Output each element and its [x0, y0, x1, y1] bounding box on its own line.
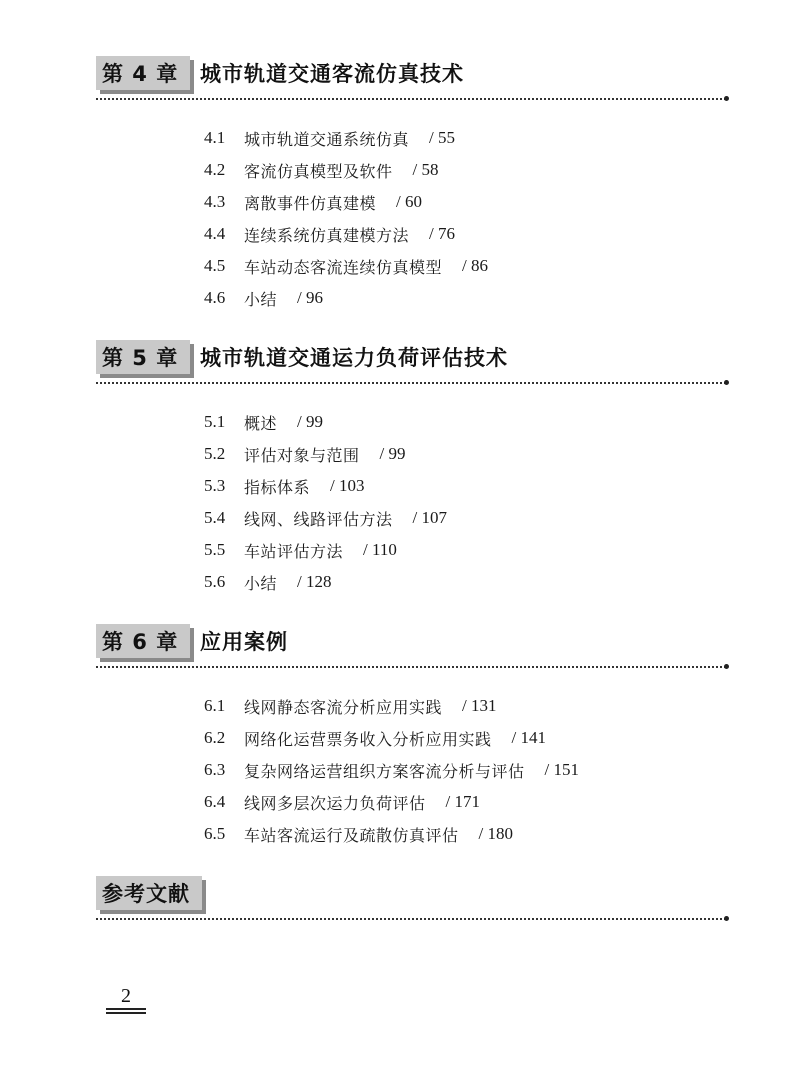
toc-entry[interactable] — [204, 566, 447, 598]
section-number: 5.1 — [204, 412, 226, 431]
section-number: 4.5 — [204, 256, 226, 275]
section-title: 城市轨道交通系统仿真 — [244, 129, 410, 149]
toc-entry[interactable] — [204, 438, 447, 470]
page-number-underline — [106, 1012, 146, 1014]
section-page: / 103 — [330, 476, 365, 495]
references — [96, 876, 726, 916]
section-page: / 60 — [396, 192, 422, 211]
section-title: 车站客流运行及疏散仿真评估 — [244, 825, 459, 845]
section-page: / 76 — [429, 224, 455, 243]
toc-entry[interactable] — [204, 754, 579, 786]
section-number: 4.3 — [204, 192, 226, 211]
toc-entry[interactable] — [204, 154, 488, 186]
section-title: 线网多层次运力负荷评估 — [244, 793, 426, 813]
references-label[interactable]: 参考文献 — [96, 876, 202, 910]
chapter-label[interactable]: 第 5 章 — [96, 340, 190, 374]
section-title: 指标体系 — [244, 477, 311, 497]
chapter-title[interactable]: 城市轨道交通客流仿真技术 — [200, 62, 464, 86]
section-number: 6.4 — [204, 792, 226, 811]
chapter-title[interactable]: 城市轨道交通运力负荷评估技术 — [200, 346, 508, 370]
toc-entry[interactable] — [204, 722, 579, 754]
section-number: 6.2 — [204, 728, 226, 747]
section-number: 4.1 — [204, 128, 226, 147]
section-title: 连续系统仿真建模方法 — [244, 225, 410, 245]
section-number: 4.4 — [204, 224, 226, 243]
section-page: / 107 — [412, 508, 447, 527]
section-list — [204, 122, 488, 314]
section-title: 网络化运营票务收入分析应用实践 — [244, 729, 492, 749]
toc-entry[interactable] — [204, 786, 579, 818]
toc-entry[interactable] — [204, 690, 579, 722]
chapter-label[interactable]: 第 6 章 — [96, 624, 190, 658]
section-title: 离散事件仿真建模 — [244, 193, 377, 213]
section-page: / 180 — [478, 824, 513, 843]
toc-entry[interactable] — [204, 282, 488, 314]
toc-entry[interactable] — [204, 502, 447, 534]
section-number: 5.3 — [204, 476, 226, 495]
section-title: 小结 — [244, 573, 278, 593]
toc-entry[interactable] — [204, 406, 447, 438]
section-list — [204, 690, 579, 850]
section-page: / 86 — [462, 256, 488, 275]
dotted-divider — [96, 666, 726, 668]
toc-entry[interactable] — [204, 218, 488, 250]
section-title: 客流仿真模型及软件 — [244, 161, 393, 181]
toc-entry[interactable] — [204, 470, 447, 502]
section-page: / 96 — [297, 288, 323, 307]
section-number: 6.5 — [204, 824, 226, 843]
section-title: 小结 — [244, 289, 278, 309]
chapter-5 — [96, 340, 726, 593]
section-number: 5.4 — [204, 508, 226, 527]
section-number: 5.6 — [204, 572, 226, 591]
section-number: 6.3 — [204, 760, 226, 779]
toc-entry[interactable] — [204, 250, 488, 282]
chapter-heading — [96, 876, 726, 916]
toc-entry[interactable] — [204, 534, 447, 566]
chapter-heading — [96, 340, 726, 380]
section-page: / 55 — [429, 128, 455, 147]
toc-entry[interactable] — [204, 122, 488, 154]
section-list — [204, 406, 447, 598]
section-title: 概述 — [244, 413, 278, 433]
section-title: 评估对象与范围 — [244, 445, 360, 465]
section-number: 4.2 — [204, 160, 226, 179]
section-number: 5.5 — [204, 540, 226, 559]
page-number-underline — [106, 1008, 146, 1010]
toc-entry[interactable] — [204, 186, 488, 218]
chapter-4 — [96, 56, 726, 309]
section-page: / 128 — [297, 572, 332, 591]
section-page: / 141 — [511, 728, 546, 747]
section-title: 线网静态客流分析应用实践 — [244, 697, 443, 717]
section-title: 车站评估方法 — [244, 541, 344, 561]
section-page: / 99 — [297, 412, 323, 431]
chapter-heading — [96, 624, 726, 664]
section-page: / 99 — [379, 444, 406, 463]
chapter-title[interactable]: 应用案例 — [200, 630, 288, 654]
page-number: 2 — [121, 985, 131, 1007]
section-number: 4.6 — [204, 288, 226, 307]
section-page: / 151 — [544, 760, 579, 779]
chapter-label[interactable]: 第 4 章 — [96, 56, 190, 90]
section-page: / 131 — [462, 696, 497, 715]
chapter-heading — [96, 56, 726, 96]
section-number: 5.2 — [204, 444, 226, 463]
section-title: 复杂网络运营组织方案客流分析与评估 — [244, 761, 525, 781]
section-title: 线网、线路评估方法 — [244, 509, 393, 529]
dotted-divider — [96, 918, 726, 920]
chapter-6 — [96, 624, 726, 845]
section-page: / 110 — [363, 540, 397, 559]
dotted-divider — [96, 98, 726, 100]
section-number: 6.1 — [204, 696, 226, 715]
dotted-divider — [96, 382, 726, 384]
section-page: / 171 — [445, 792, 480, 811]
section-page: / 58 — [412, 160, 439, 179]
section-title: 车站动态客流连续仿真模型 — [244, 257, 443, 277]
toc-entry[interactable] — [204, 818, 579, 850]
